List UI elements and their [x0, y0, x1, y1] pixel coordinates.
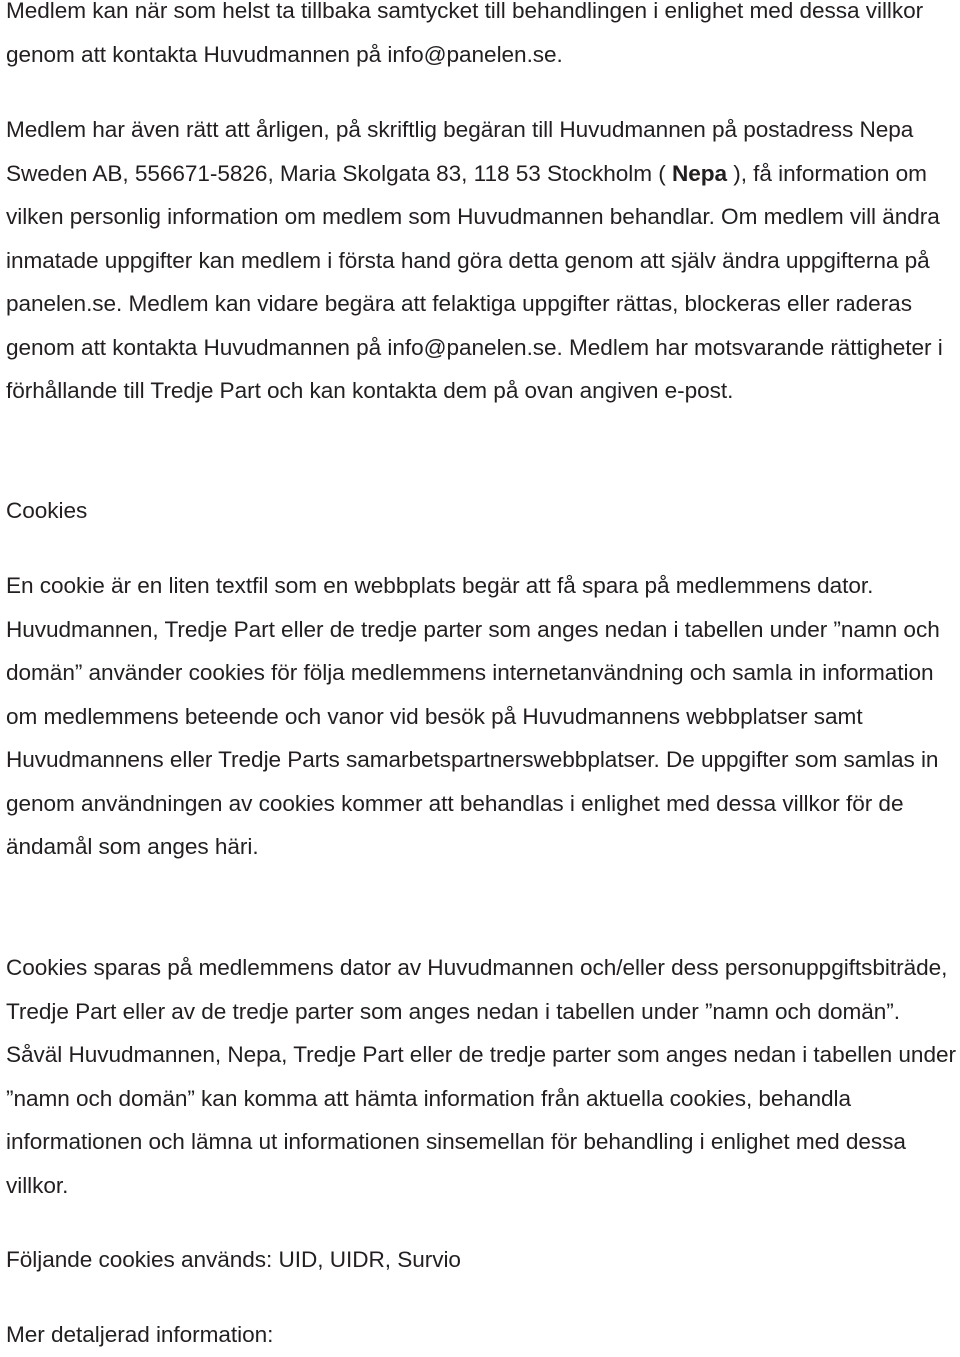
more-info-line: Mer detaljerad information:: [6, 1322, 274, 1347]
cookie-definition-paragraph: En cookie är en liten textfil som en webbplats begär att få spara på medlemmens dator. Huvudmannen, Tredje Part eller de tredje parter som anges nedan i tabellen under ”namn och domän” använder cookies för följa medlemmens internetanvändning och samla in information om medlemmens beteende och vanor vid besök på Huvudmannens webbplatser samt Huvudmannens eller Tredje Parts samarbetspartnerswebbplatser. De uppgifter som samlas in genom användningen av cookies kommer att behandlas i enlighet med dessa villkor för de ändamål som anges häri.: [6, 573, 940, 859]
cookies-heading: Cookies: [6, 498, 88, 523]
cookies-used-line: Följande cookies används: UID, UIDR, Survio: [6, 1247, 461, 1272]
nepa-bold-text: Nepa: [671, 160, 727, 186]
rights-text-part2: ), få information om vilken personlig information om medlem som Huvudmannen behandlar. Om medlem vill ändra inmatade uppgifter kan medlem i första hand göra detta genom att själv ändra uppgifterna på panelen.se. Medlem kan vidare begära att felaktiga uppgifter rättas, blockeras eller raderas genom att kontakta Huvudmannen på info@panelen.se. Medlem har motsvarande rättigheter i förhållande till Tredje Part och kan kontakta dem på ovan angiven e-post.: [6, 160, 943, 403]
cookie-storage-paragraph: Cookies sparas på medlemmens dator av Huvudmannen och/eller dess personuppgiftsbiträde, Tredje Part eller av de tredje parter som anges nedan i tabellen under ”namn och domän”. Såväl Huvudmannen, Nepa, Tredje Part eller de tredje parter som anges nedan i tabellen under ”namn och domän” kan komma att hämta information från aktuella cookies, behandla informationen och lämna ut informationen sinsemellan för behandling i enlighet med dessa villkor.: [6, 955, 956, 1198]
rights-paragraph: [6, 108, 956, 413]
rights-text-part1: Medlem har även rätt att årligen, på skriftlig begäran till Huvudmannen på postadress Nepa Sweden AB, 556671-5826, Maria Skolgata 83, 118 53 Stockholm (: [6, 117, 914, 186]
consent-paragraph: Medlem kan när som helst ta tillbaka samtycket till behandlingen i enlighet med dessa villkor genom att kontakta Huvudmannen på info@panelen.se.: [6, 0, 924, 67]
